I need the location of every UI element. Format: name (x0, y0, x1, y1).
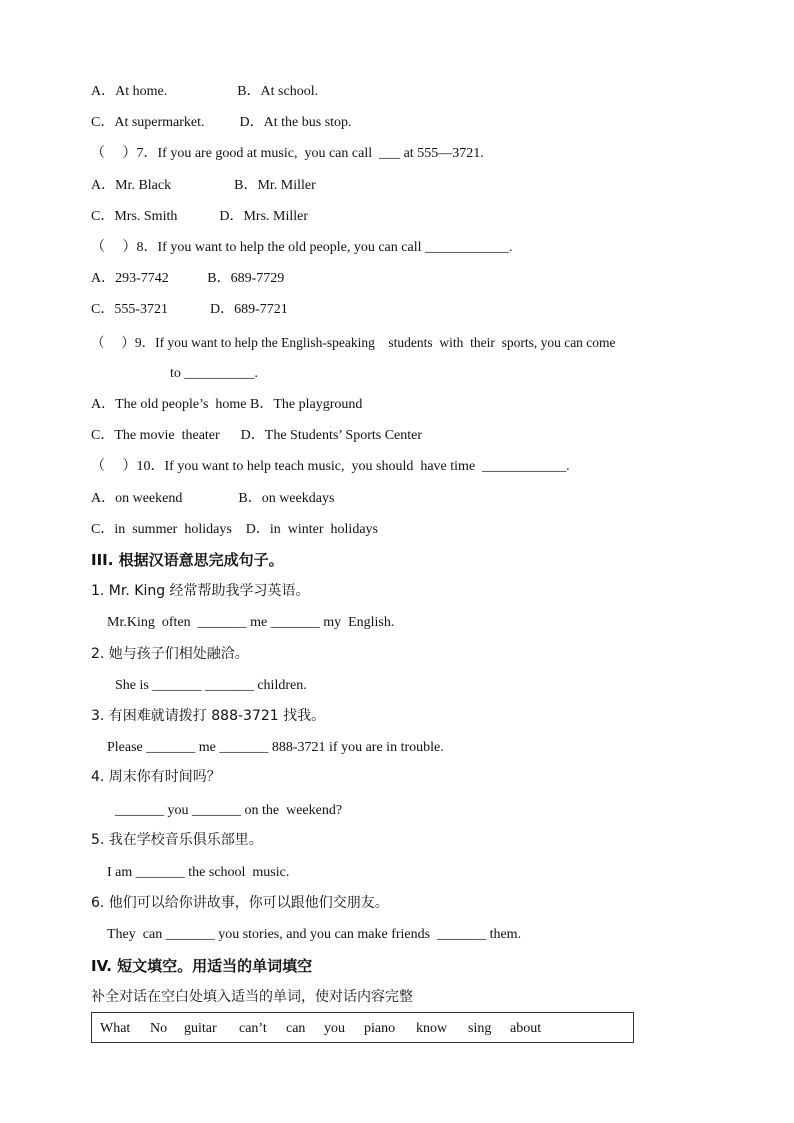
word-bank-item: you (324, 1021, 345, 1036)
section-4-instruction: 补全对话在空白处填入适当的单词，使对话内容完整 (91, 989, 413, 1005)
section-3-heading: III. 根据汉语意思完成句子。 (91, 551, 284, 569)
question-10: （ ）10．If you want to help teach music, you should have time ____________. (91, 459, 570, 474)
section-3-item-1-cn: 1. Mr. King 经常帮助我学习英语。 (91, 583, 310, 599)
word-bank-item: know (416, 1021, 448, 1036)
section-3-item-5-en: I am _______ the school music. (107, 865, 290, 880)
section-3-item-1-en: Mr.King often _______ me _______ my English. (107, 615, 395, 630)
option-line-7ab: A．Mr. Black B．Mr. Miller (91, 178, 316, 193)
word-bank-item: No (150, 1021, 168, 1036)
section-3-item-6-en: They can _______ you stories, and you can make friends _______ them. (107, 927, 522, 942)
section-3-item-6-cn: 6. 他们可以给你讲故事，你可以跟他们交朋友。 (91, 895, 389, 911)
word-bank-item: can’t (239, 1021, 267, 1036)
section-3-item-2-en: She is _______ _______ children. (115, 678, 307, 693)
word-bank-item: can (286, 1021, 306, 1036)
question-9-continuation: to __________. (170, 366, 258, 381)
option-line-10ab: A．on weekend B．on weekdays (91, 491, 335, 506)
option-line-9cd: C．The movie theater D．The Students’ Sports Center (91, 428, 423, 443)
section-3-item-4-en: _______ you _______ on the weekend? (115, 803, 343, 818)
option-line-6cd: C．At supermarket. D．At the bus stop. (91, 115, 352, 130)
question-9: （ ）9．If you want to help the English-speaking students with their sports, you can come (91, 335, 616, 350)
option-line-9ab: A．The old people’s home B．The playground (91, 397, 363, 412)
option-line-8cd: C．555-3721 D．689-7721 (91, 302, 288, 317)
word-bank-item: about (510, 1021, 542, 1036)
word-bank-item: sing (468, 1021, 492, 1036)
word-bank-item: guitar (184, 1021, 217, 1036)
word-bank-item: What (100, 1021, 131, 1036)
question-7: （ ）7．If you are good at music, you can call ___ at 555—3721. (91, 146, 484, 161)
section-3-item-4-cn: 4. 周末你有时间吗？ (91, 769, 221, 785)
section-3-item-3-en: Please _______ me _______ 888-3721 if you are in trouble. (107, 740, 444, 755)
word-bank-box (91, 1012, 634, 1043)
section-3-item-2-cn: 2. 她与孩子们相处融洽。 (91, 646, 249, 662)
option-line-6ab: A．At home. B．At school. (91, 84, 319, 99)
question-8: （ ）8．If you want to help the old people, you can call ____________. (91, 240, 513, 255)
word-bank-item: piano (364, 1021, 396, 1036)
section-4-heading: IV. 短文填空。用适当的单词填空 (91, 957, 313, 975)
section-3-item-3-cn: 3. 有困难就请拨打 888-3721 找我。 (91, 708, 326, 724)
option-line-10cd: C．in summer holidays D．in winter holidays (91, 522, 378, 537)
section-3-item-5-cn: 5. 我在学校音乐俱乐部里。 (91, 832, 263, 848)
option-line-8ab: A．293-7742 B．689-7729 (91, 271, 285, 286)
option-line-7cd: C．Mrs. Smith D．Mrs. Miller (91, 209, 309, 224)
